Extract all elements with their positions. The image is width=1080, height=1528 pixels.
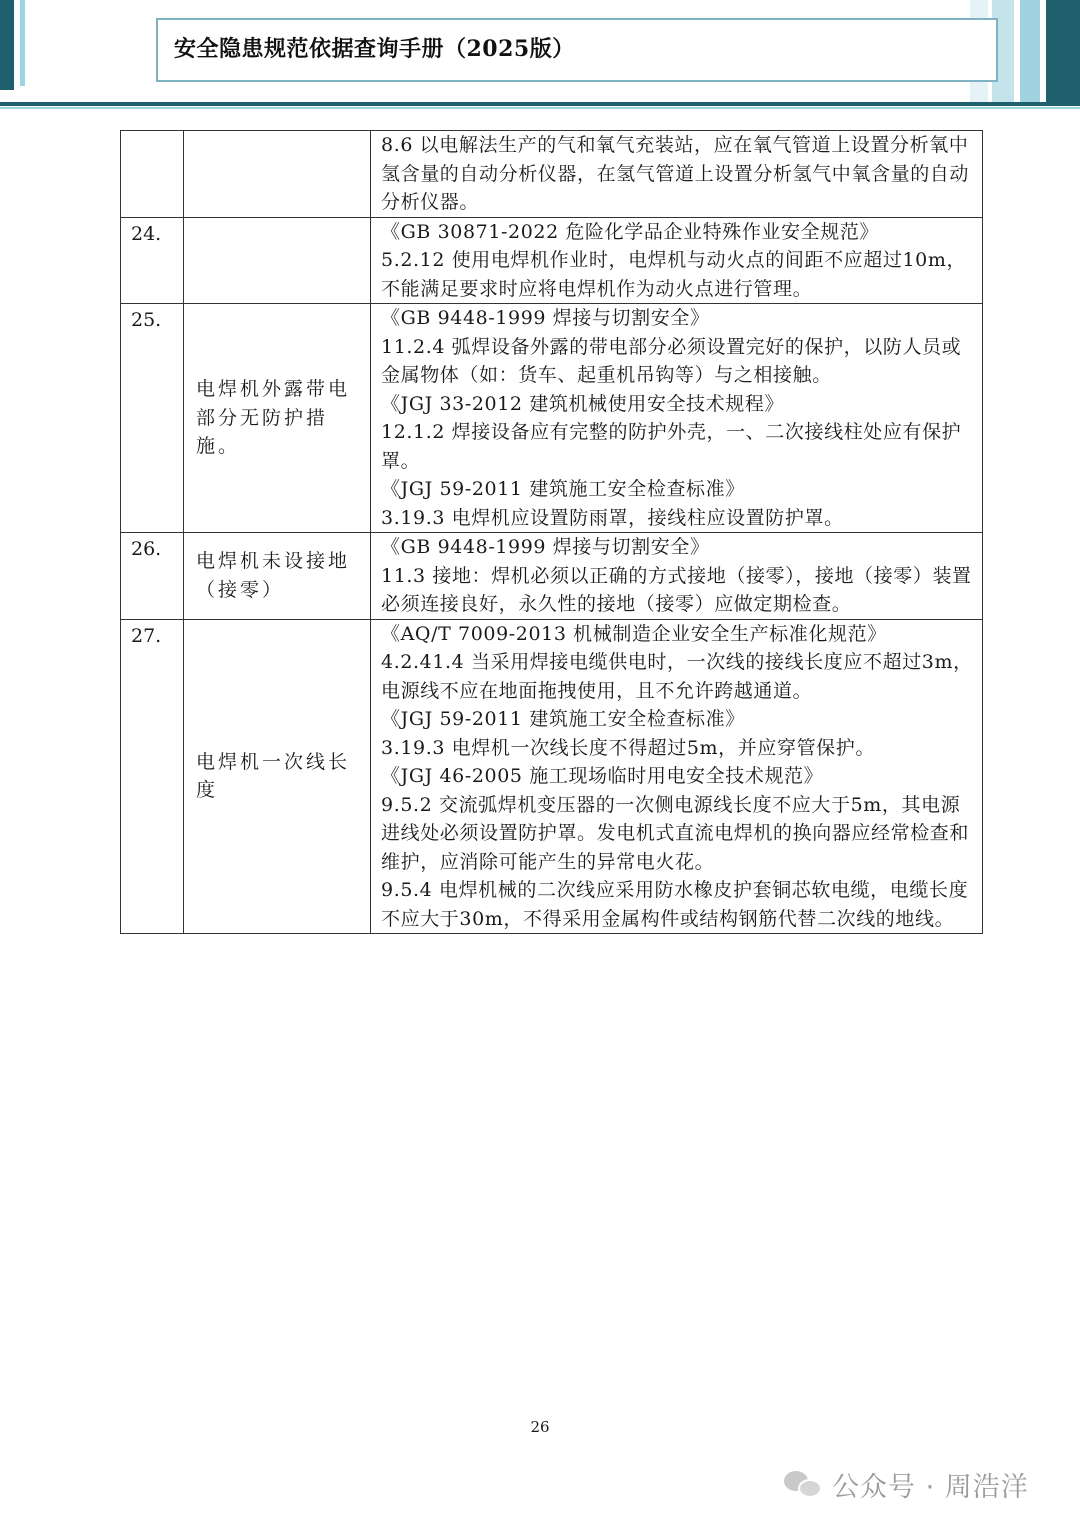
basis-line: 11.3 接地：焊机必须以正确的方式接地（接零），接地（接零）装置必须连接良好，永久性的接地（接零）应做定期检查。 xyxy=(381,564,972,615)
table-row xyxy=(121,619,983,934)
table-row xyxy=(121,217,983,304)
basis-line: 5.2.12 使用电焊机作业时，电焊机与动火点的间距不应超过10m，不能满足要求时应将电焊机作为动火点进行管理。 xyxy=(381,249,967,300)
header-title-box xyxy=(156,18,998,82)
regulation-basis xyxy=(371,217,983,304)
regulation-basis xyxy=(371,131,983,218)
hazard-description: 电焊机未设接地（接零） xyxy=(184,533,371,620)
header-rule xyxy=(0,102,1080,106)
table-row xyxy=(121,304,983,533)
regulation-basis xyxy=(371,533,983,620)
hazard-description xyxy=(184,217,371,304)
basis-line: 4.2.41.4 当采用焊接电缆供电时，一次线的接线长度应不超过3m，电源线不应在地面拖拽使用，且不允许跨越通道。 xyxy=(381,651,973,702)
hazard-description xyxy=(184,131,371,218)
basis-line: 《GB 9448-1999 焊接与切割安全》 xyxy=(381,536,710,558)
basis-line: 《JGJ 59-2011 建筑施工安全检查标准》 xyxy=(381,708,745,730)
regulation-table xyxy=(120,130,983,934)
row-number: 26. xyxy=(121,533,184,620)
basis-line: 11.2.4 弧焊设备外露的带电部分必须设置完好的保护，以防人员或金属物体（如：货车、起重机吊钩等）与之相接触。 xyxy=(381,335,962,386)
regulation-basis xyxy=(371,619,983,934)
row-number: 24. xyxy=(121,217,184,304)
row-number: 25. xyxy=(121,304,184,533)
table-row xyxy=(121,533,983,620)
watermark xyxy=(784,1466,1029,1502)
basis-line: 《JGJ 46-2005 施工现场临时用电安全技术规范》 xyxy=(381,765,824,787)
header-rule-light xyxy=(0,107,1080,109)
header-decor-bar-light xyxy=(20,0,25,86)
header-decor-bar xyxy=(0,0,14,90)
basis-line: 3.19.3 电焊机应设置防雨罩，接线柱应设置防护罩。 xyxy=(381,506,844,529)
basis-line: 12.1.2 焊接设备应有完整的防护外壳，一、二次接线柱处应有保护罩。 xyxy=(381,421,962,472)
page-header xyxy=(0,0,1080,112)
watermark-text: 公众号 · 周浩洋 xyxy=(832,1471,1029,1503)
regulation-basis xyxy=(371,304,983,533)
basis-line: 8.6 以电解法生产的气和氧气充装站，应在氧气管道上设置分析氧中氢含量的自动分析仪器，在氢气管道上设置分析氢气中氧含量的自动分析仪器。 xyxy=(381,134,970,213)
basis-line: 《GB 9448-1999 焊接与切割安全》 xyxy=(381,307,710,329)
basis-line: 《GB 30871-2022 危险化学品企业特殊作业安全规范》 xyxy=(381,220,880,243)
basis-line: 3.19.3 电焊机一次线长度不得超过5m，并应穿管保护。 xyxy=(381,736,875,759)
basis-line: 9.5.4 电焊机械的二次线应采用防水橡皮护套铜芯软电缆，电缆长度不应大于30m，不得采用金属构件或结构钢筋代替二次线的地线。 xyxy=(381,879,969,930)
row-number xyxy=(121,131,184,218)
document-title: 安全隐患规范依据查询手册（2025版） xyxy=(174,36,575,62)
basis-line: 《JGJ 59-2011 建筑施工安全检查标准》 xyxy=(381,478,745,500)
hazard-description: 电焊机一次线长度 xyxy=(184,619,371,934)
hazard-description: 电焊机外露带电部分无防护措施。 xyxy=(184,304,371,533)
basis-line: 《JGJ 33-2012 建筑机械使用安全技术规程》 xyxy=(381,392,785,415)
row-number: 27. xyxy=(121,619,184,934)
page-number: 26 xyxy=(530,1418,550,1436)
basis-line: 9.5.2 交流弧焊机变压器的一次侧电源线长度不应大于5m，其电源进线处必须设置防护罩。发电机式直流电焊机的换向器应经常检查和维护，应消除可能产生的异常电火花。 xyxy=(381,793,970,873)
basis-line: 《AQ/T 7009-2013 机械制造企业安全生产标准化规范》 xyxy=(381,622,887,645)
wechat-icon xyxy=(784,1469,824,1499)
table-row xyxy=(121,131,983,218)
